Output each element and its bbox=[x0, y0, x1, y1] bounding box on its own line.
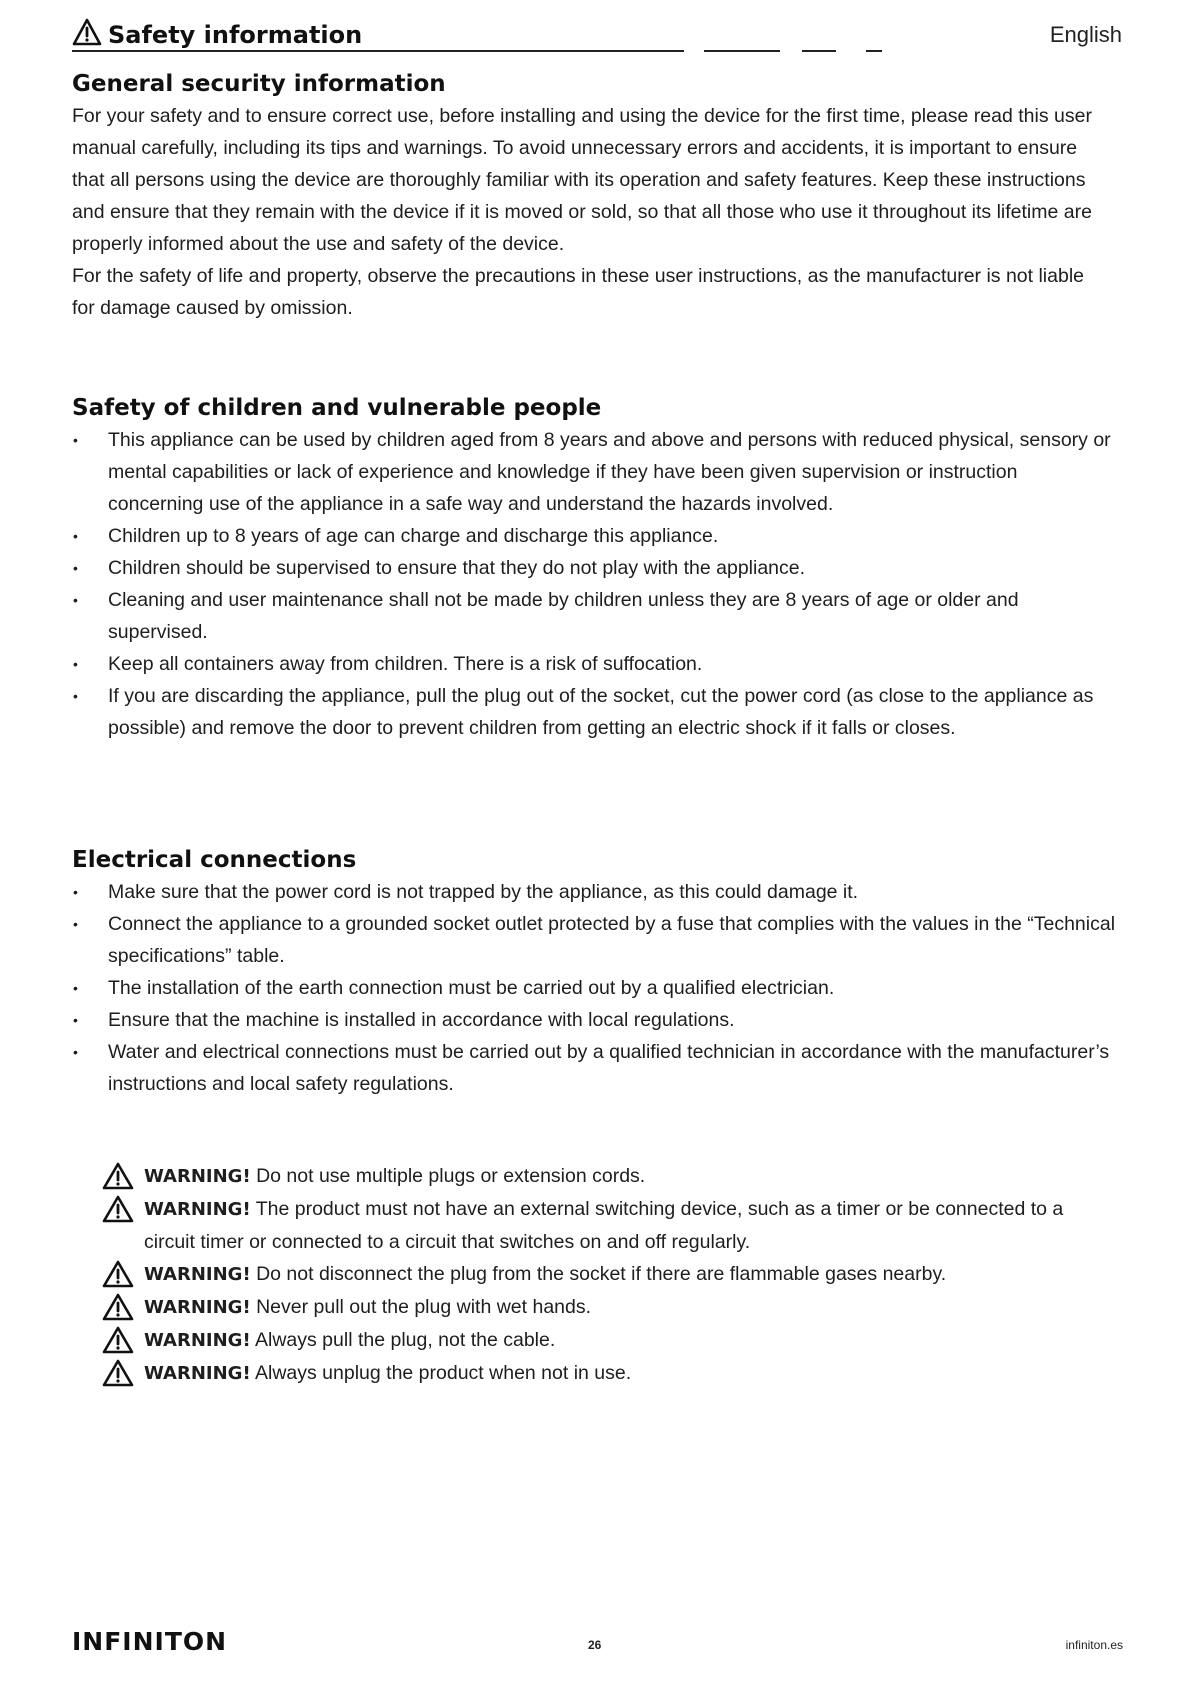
warning-triangle-icon bbox=[72, 18, 102, 51]
warning-text: Never pull out the plug with wet hands. bbox=[256, 1296, 592, 1318]
paragraph: For your safety and to ensure correct use, before installing and using the device for the first time, please read this user manual carefully, including its tips and warnings. To avoid unnecessary errors and accidents, it is important to ensure that all persons using the device are thoroughly familiar with its operation and safety features. Keep these instructions and ensure that they remain with the device if it is moved or sold, so that all those who use it throughout its lifetime are properly informed about the use and safety of the device. bbox=[72, 105, 1092, 255]
brand-logo: INFINITON bbox=[72, 1627, 228, 1656]
list-item: • This appliance can be used by children aged from 8 years and above and persons with reduced physical, sensory or mental capabilities or lack of experience and knowledge if they have been given supervision or instruction concerning use of the appliance in a safe way and understand the hazards involved. bbox=[72, 424, 1118, 520]
section-heading: Safety of children and vulnerable people bbox=[72, 395, 602, 421]
header-rule bbox=[72, 50, 684, 52]
language-label: English bbox=[1049, 22, 1122, 47]
warning-item bbox=[102, 1291, 1094, 1324]
warning-label: WARNING! bbox=[144, 1199, 251, 1220]
list-item: • Cleaning and user maintenance shall not be made by children unless they are 8 years of age or older and supervised. bbox=[72, 584, 1118, 648]
list-item: • The installation of the earth connection must be carried out by a qualified electrician. bbox=[72, 972, 1118, 1004]
section-electrical-connections bbox=[72, 844, 1132, 1100]
warning-triangle-icon bbox=[102, 1359, 134, 1397]
paragraph: For the safety of life and property, observe the precautions in these user instructions, as the manufacturer is not liable for damage caused by omission. bbox=[72, 265, 1085, 319]
warning-item bbox=[102, 1357, 1094, 1390]
warning-label: WARNING! bbox=[144, 1330, 251, 1351]
list-item: • Ensure that the machine is installed in accordance with local regulations. bbox=[72, 1004, 1118, 1036]
warning-label: WARNING! bbox=[144, 1363, 251, 1384]
list-item: • Children up to 8 years of age can charge and discharge this appliance. bbox=[72, 520, 1118, 552]
warning-text: The product must not have an external switching device, such as a timer or be connected to a circuit timer or connected to a circuit that switches on and off regularly. bbox=[144, 1198, 1064, 1253]
page-header bbox=[72, 14, 1122, 56]
section-general-security bbox=[72, 68, 1132, 324]
header-rule-dash bbox=[802, 50, 836, 52]
warning-label: WARNING! bbox=[144, 1264, 251, 1285]
bullet-list bbox=[72, 424, 1132, 744]
list-item: • Connect the appliance to a grounded socket outlet protected by a fuse that complies with the values in the “Technical specifications” table. bbox=[72, 908, 1118, 972]
bullet-list bbox=[72, 876, 1132, 1100]
list-item: • Keep all containers away from children. There is a risk of suffocation. bbox=[72, 648, 1118, 680]
list-item: • Water and electrical connections must be carried out by a qualified technician in accordance with the manufacturer’s instructions and local safety regulations. bbox=[72, 1036, 1118, 1100]
header-rule-dash bbox=[704, 50, 780, 52]
warning-triangle-icon bbox=[102, 1195, 134, 1233]
page-number: 26 bbox=[588, 1638, 602, 1652]
section-heading: General security information bbox=[72, 71, 446, 97]
warning-item bbox=[102, 1193, 1094, 1258]
list-item: • Make sure that the power cord is not trapped by the appliance, as this could damage it. bbox=[72, 876, 1118, 908]
section-children-safety bbox=[72, 392, 1132, 744]
header-rule-dash bbox=[866, 50, 882, 52]
header-title-group bbox=[72, 18, 362, 51]
warning-item bbox=[102, 1324, 1094, 1357]
warnings-list bbox=[102, 1160, 1102, 1390]
warning-text: Do not disconnect the plug from the socket if there are flammable gases nearby. bbox=[256, 1263, 947, 1285]
page-title: Safety information bbox=[108, 20, 363, 49]
list-item: • Children should be supervised to ensure that they do not play with the appliance. bbox=[72, 552, 1118, 584]
list-item: • If you are discarding the appliance, pull the plug out of the socket, cut the power cord (as close to the appliance as possible) and remove the door to prevent children from getting an electric shock if it falls or closes. bbox=[72, 680, 1118, 744]
warning-text: Do not use multiple plugs or extension cords. bbox=[256, 1165, 646, 1187]
website-url: infiniton.es bbox=[1065, 1638, 1123, 1652]
section-heading: Electrical connections bbox=[72, 847, 357, 873]
warning-text: Always unplug the product when not in use. bbox=[255, 1362, 632, 1384]
warning-label: WARNING! bbox=[144, 1166, 251, 1187]
warning-item bbox=[102, 1258, 1094, 1291]
warning-text: Always pull the plug, not the cable. bbox=[255, 1329, 556, 1351]
warning-item bbox=[102, 1160, 1094, 1193]
warning-label: WARNING! bbox=[144, 1297, 251, 1318]
